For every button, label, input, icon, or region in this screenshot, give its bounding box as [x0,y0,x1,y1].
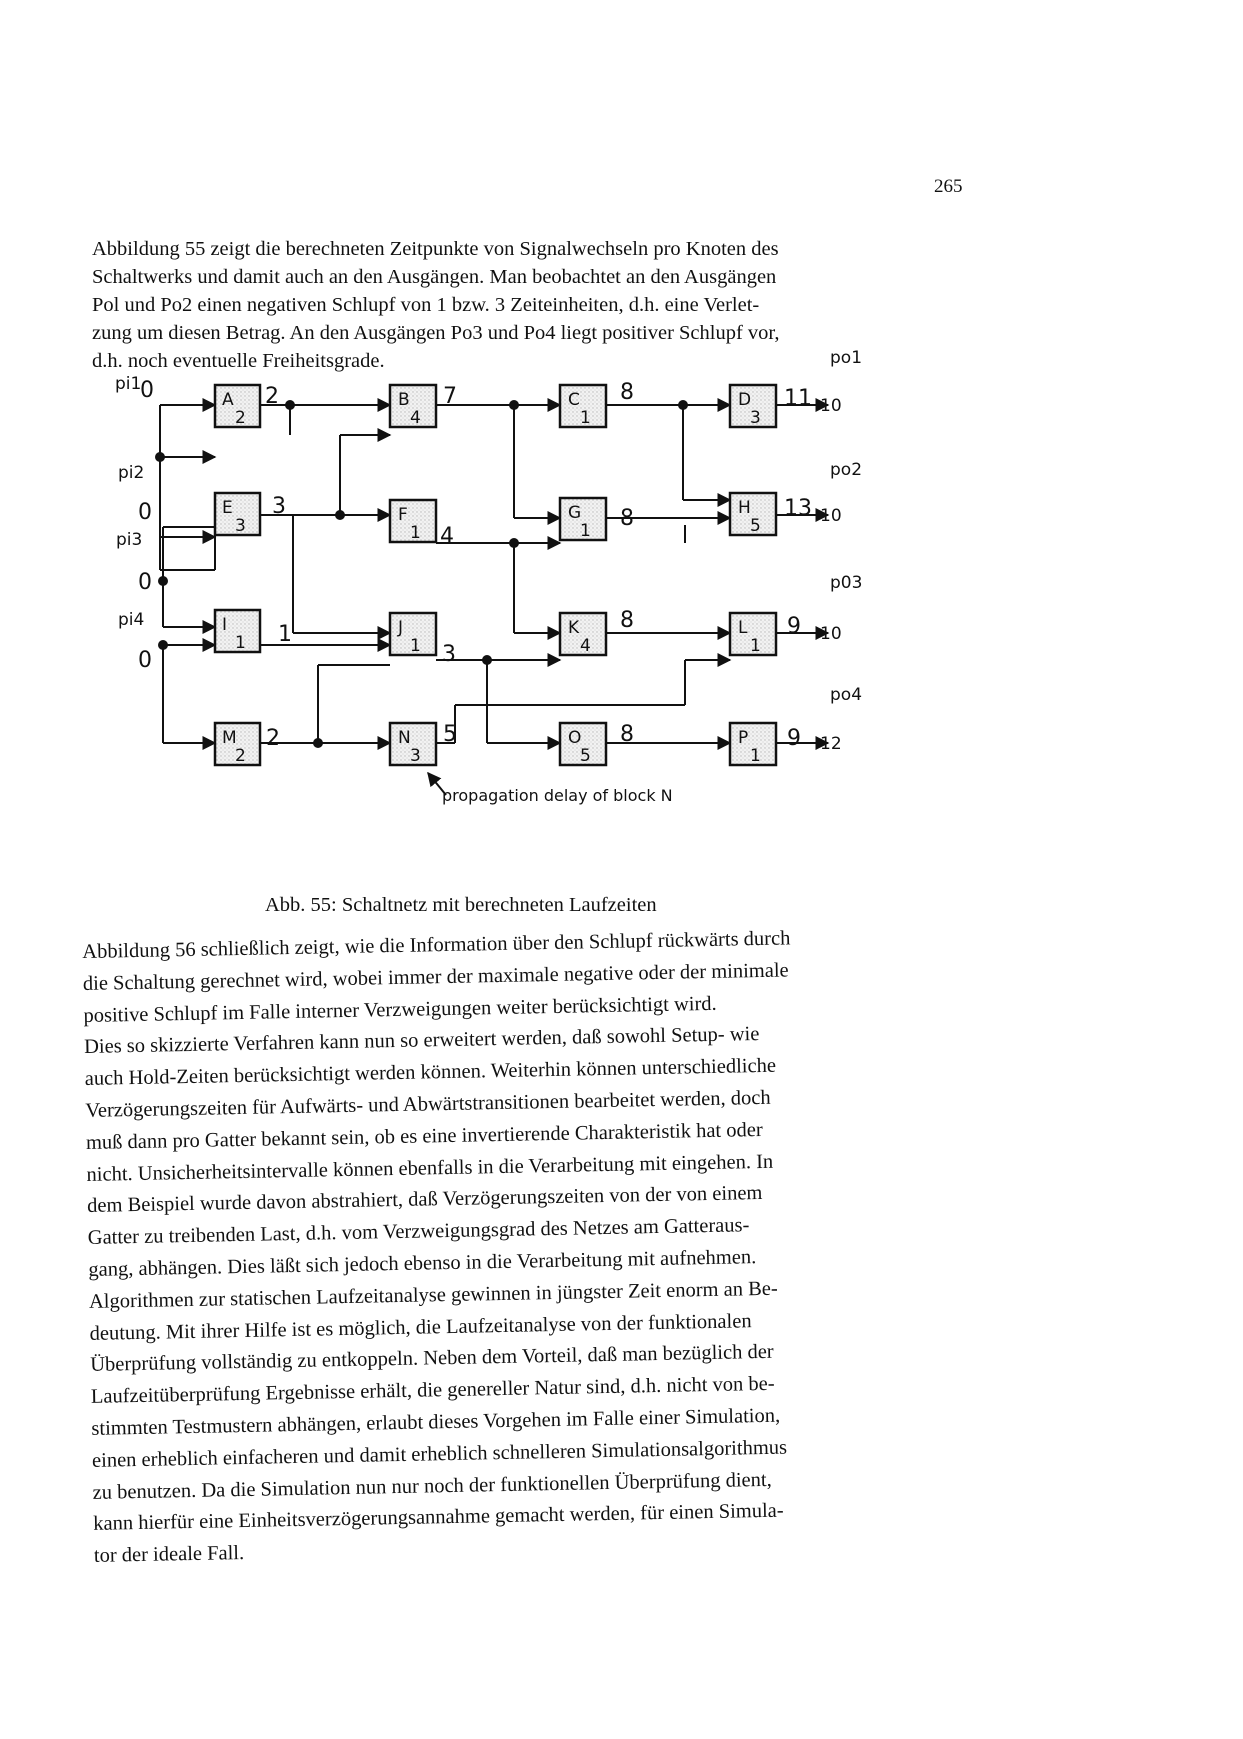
node-time: 8 [620,380,634,405]
output-label: p03 [830,573,863,593]
output-arrival: 13 [784,496,812,521]
text-line: deutung. Mit ihrer Hilfe ist es möglich, die Laufzeitanalyse von der funktionalen [89,1309,752,1345]
junction-dot [285,400,295,410]
node-time: 1 [278,622,292,647]
block-delay: 1 [235,633,246,653]
block-letter: O [568,728,582,748]
output-arrival: 11 [784,386,812,411]
node-time: 3 [272,494,286,519]
block-letter: K [568,618,580,638]
node-time: 2 [266,726,280,751]
block-letter: E [222,498,233,518]
block-letter: F [398,505,408,525]
block-letter: A [222,390,234,410]
text-line: Dies so skizzierte Verfahren kann nun so erweitert werden, daß sowohl Setup- wie [83,1023,760,1059]
block-letter: J [398,618,404,638]
junction-dot [678,400,688,410]
block-delay: 3 [235,516,246,536]
junction-dot [158,576,168,586]
node-time: 8 [620,608,634,633]
input-label: pi1 [115,374,142,394]
block-delay: 3 [750,408,761,428]
junction-dot [158,640,168,650]
output-required: 10 [820,506,842,526]
text-line: Algorithmen zur statischen Laufzeitanalyse gewinnen in jüngster Zeit enorm an Be- [88,1277,778,1313]
text-line: d.h. noch eventuelle Freiheitsgrade. [92,350,385,372]
text-line: Abbildung 55 zeigt die berechneten Zeitpunkte von Signalwechseln pro Knoten des [92,238,779,260]
block-letter: B [398,390,410,410]
text-line: Überprüfung vollständig zu entkoppeln. Neben dem Vorteil, daß man bezüglich der [90,1341,774,1377]
output-required: 10 [820,624,842,644]
node-time: 8 [620,506,634,531]
text-line: die Schaltung gerechnet wird, wobei immer der maximale negative oder der minimale [82,959,789,995]
annotation: propagation delay of block N [442,786,673,805]
text-line: gang, abhängen. Dies läßt sich jedoch ebenso in die Verarbeitung mit aufnehmen. [88,1246,757,1281]
junction-dot [509,538,519,548]
block-letter: I [222,615,228,635]
input-time: 0 [138,570,152,595]
output-label: po4 [830,685,863,705]
text-line: Abbildung 56 schließlich zeigt, wie die Information über den Schlupf rückwärts durch [82,927,791,963]
figure-caption: Abb. 55: Schaltnetz mit berechneten Laufzeiten [265,894,657,916]
text-line: positive Schlupf im Falle interner Verzweigungen weiter berücksichtigt wird. [83,992,717,1027]
block-delay: 2 [235,746,246,766]
block-letter: N [398,728,411,748]
node-time: 3 [442,642,456,667]
block-delay: 4 [580,636,591,656]
node-time: 7 [443,384,457,409]
block-delay: 1 [580,408,591,428]
junction-dot [509,400,519,410]
text-line: Laufzeitüberprüfung Ergebnisse erhält, die genereller Natur sind, d.h. nicht von be- [90,1372,775,1409]
block-delay: 5 [750,516,761,536]
output-required: 10 [820,396,842,416]
junction-dot [155,452,165,462]
block-delay: 1 [750,746,761,766]
block-letter: M [222,728,237,748]
text-line: einen erheblich einfacheren und damit erheblich schnelleren Simulationsalgorithmus [91,1436,788,1472]
block-delay: 5 [580,746,591,766]
text-line: nicht. Unsicherheitsintervalle können ebenfalls in die Verarbeitung mit eingehen. In [86,1150,774,1186]
input-time: 0 [138,648,152,673]
block-delay: 3 [410,746,421,766]
block-delay: 4 [410,408,421,428]
output-label: po1 [830,348,863,368]
text-line: stimmten Testmustern abhängen, erlaubt dieses Vorgehen im Falle einer Simulation, [91,1404,781,1440]
text-line: Pol und Po2 einen negativen Schlupf von 1 bzw. 3 Zeiteinheiten, d.h. eine Verlet- [92,294,760,316]
input-time: 0 [138,500,152,525]
text-line: Schaltwerks und damit auch an den Ausgängen. Man beobachtet an den Ausgängen [92,266,777,288]
text-line: Verzögerungszeiten für Aufwärts- und Abwärtstransitionen bearbeitet werden, doch [85,1086,771,1122]
text-line: dem Beispiel wurde davon abstrahiert, daß Verzögerungszeiten von der von einem [86,1182,763,1218]
text-line: auch Hold-Zeiten berücksichtigt werden können. Weiterhin können unterschiedliche [84,1054,777,1091]
input-label: pi3 [116,530,143,550]
block-letter: P [738,728,749,748]
text-line: kann hierfür eine Einheitsverzögerungsannahme gemacht werden, für einen Simula- [93,1499,784,1536]
input-label: pi4 [118,610,145,630]
node-time: 2 [265,384,279,409]
block-delay: 1 [750,636,761,656]
output-label: po2 [830,460,863,480]
block-letter: H [738,498,751,518]
output-arrival: 9 [787,614,801,639]
text-line: muß dann pro Gatter bekannt sein, ob es eine invertierende Charakteristik hat oder [85,1118,763,1154]
body-paragraph [82,920,979,1573]
junction-dot [482,655,492,665]
input-label: pi2 [118,463,145,483]
text-line: zu benutzen. Da die Simulation nun nur noch der funktionellen Überprüfung dient, [92,1468,772,1504]
input-time: 0 [140,378,154,403]
output-arrival: 9 [787,726,801,751]
node-time: 8 [620,722,634,747]
block-letter: L [738,618,748,638]
junction-dot [335,510,345,520]
node-time: 4 [440,524,454,549]
junction-dot [313,738,323,748]
text-line: Gatter zu treibenden Last, d.h. vom Verzweigungsgrad des Netzes am Gatteraus- [87,1214,750,1250]
block-delay: 1 [410,636,421,656]
page-number: 265 [934,176,963,197]
block-delay: 2 [235,408,246,428]
output-required: 12 [820,734,842,754]
block-delay: 1 [580,521,591,541]
block-letter: D [738,390,752,410]
block-delay: 1 [410,523,421,543]
text-line: zung um diesen Betrag. An den Ausgängen Po3 und Po4 liegt positiver Schlupf vor, [92,322,780,344]
node-time: 5 [443,722,457,747]
block-letter: G [568,503,582,523]
block-letter: C [568,390,580,410]
text-line: tor der ideale Fall. [93,1542,245,1568]
